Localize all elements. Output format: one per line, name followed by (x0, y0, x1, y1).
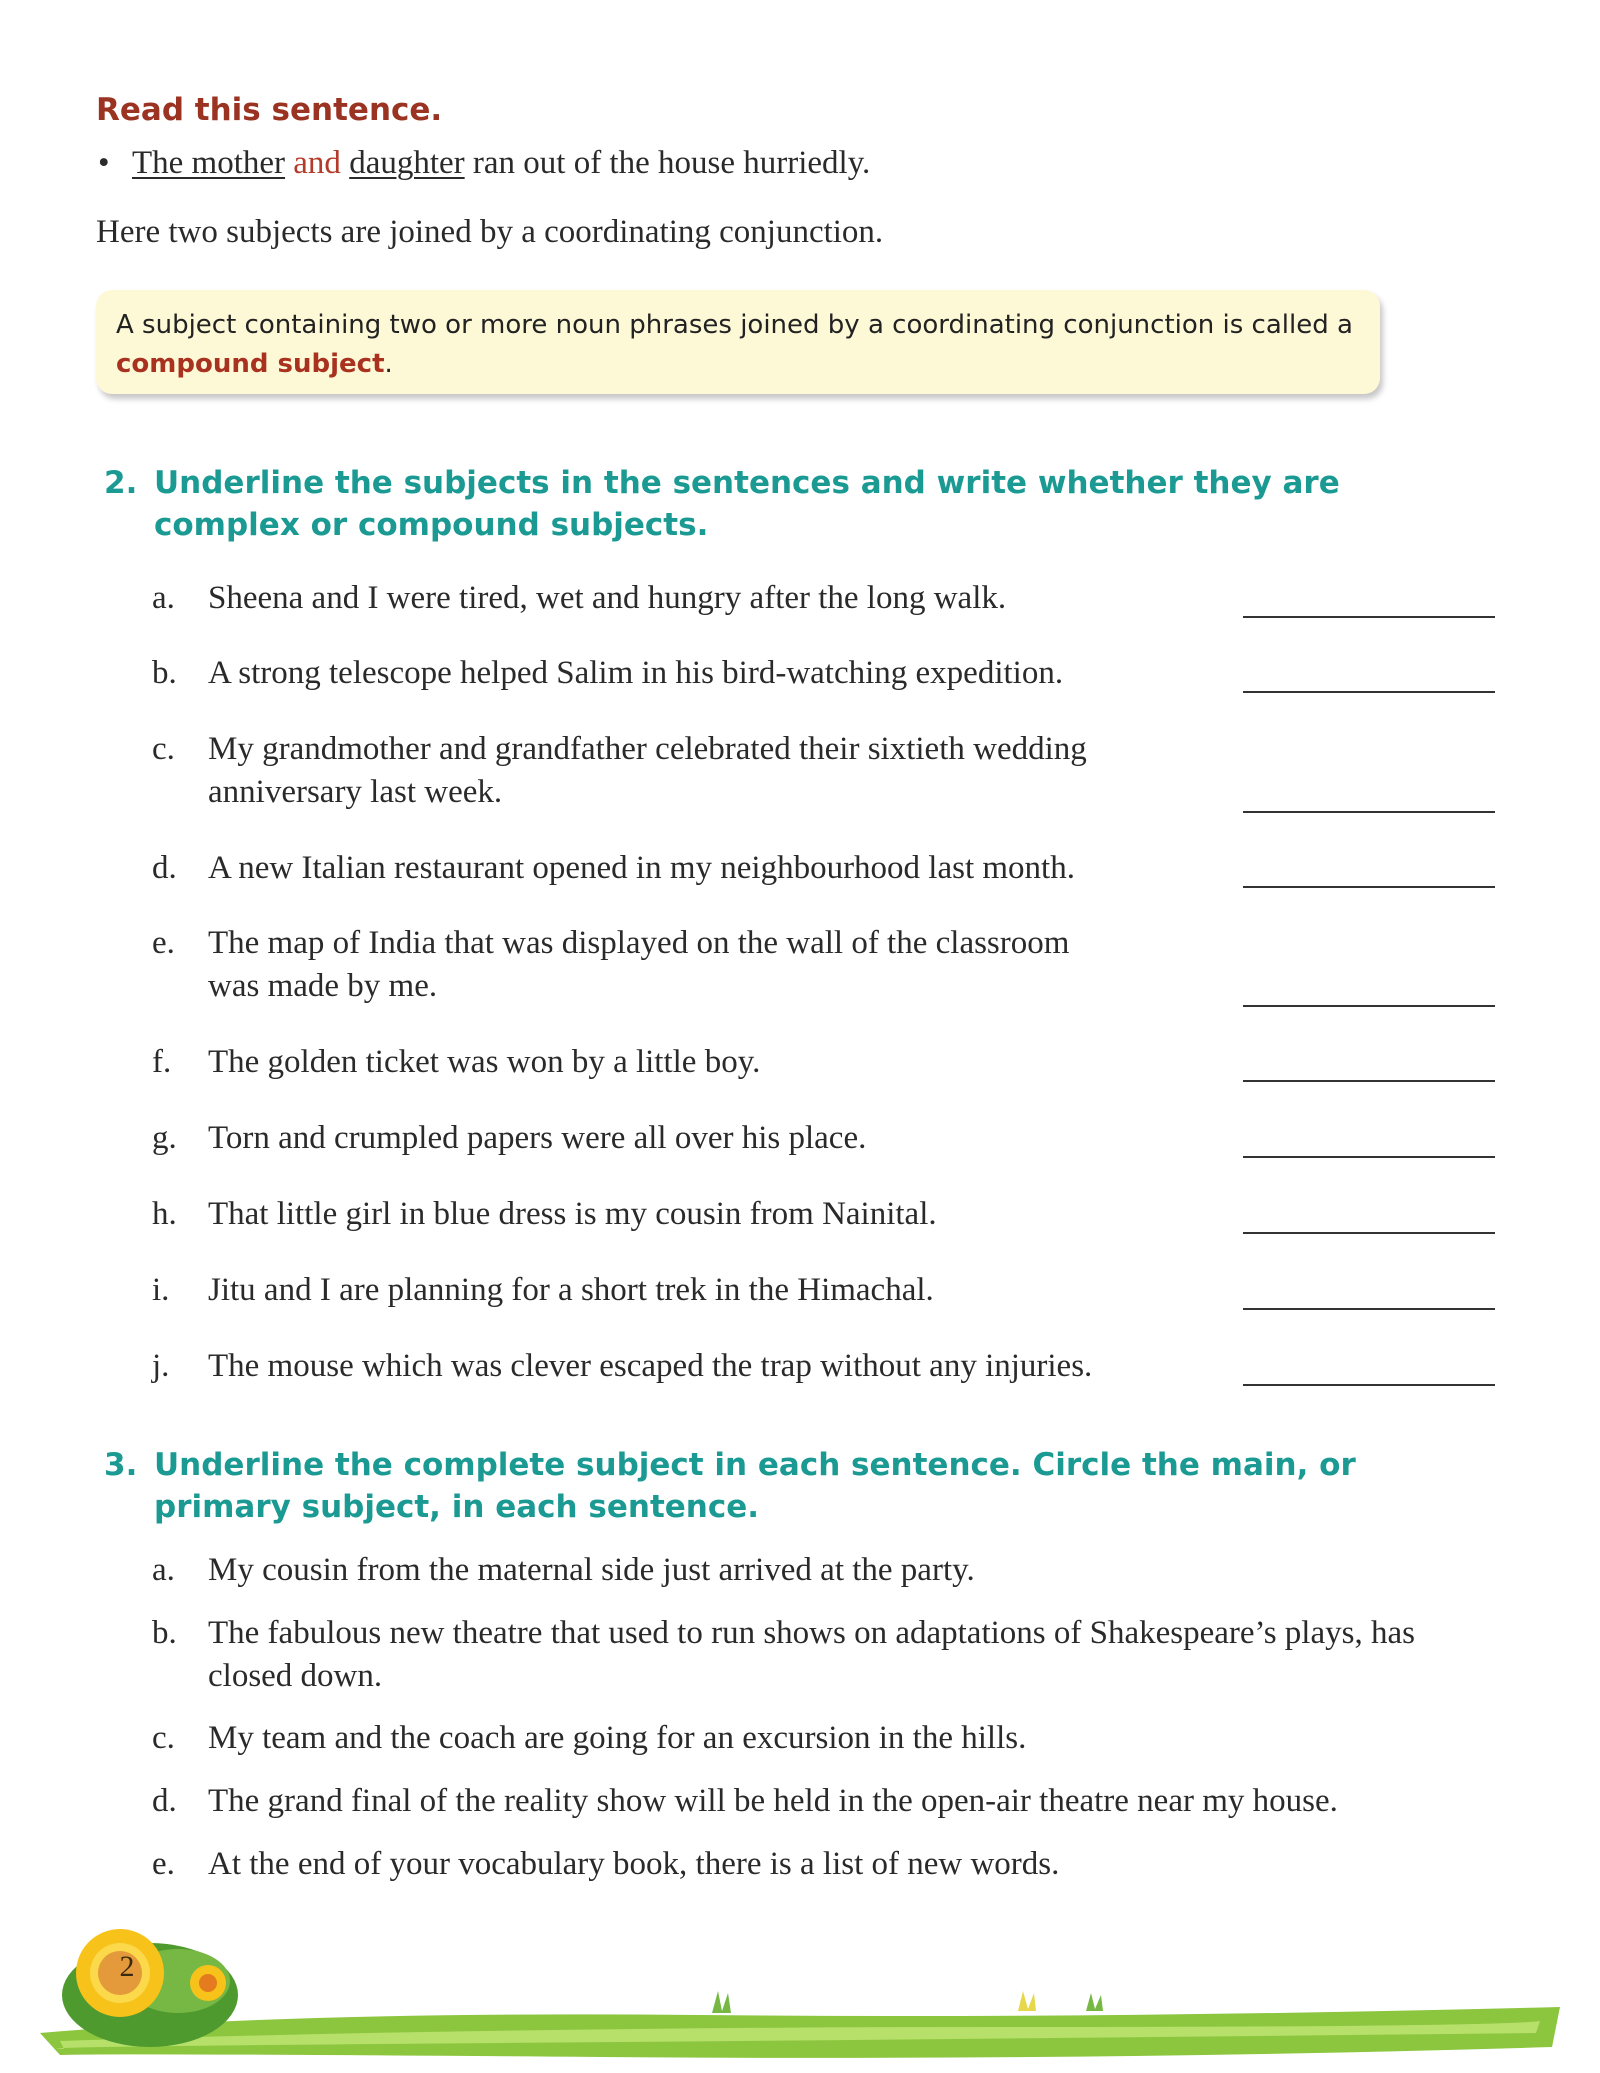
q2-item-j (152, 1345, 1502, 1388)
q2-item-e (152, 922, 1502, 1008)
item-text: Sheena and I were tired, wet and hungry after the long walk. (208, 580, 1007, 616)
item-letter: h. (152, 1196, 177, 1232)
item-text: My grandmother and grandfather celebrated their sixtieth wedding anniversary last week. (208, 731, 1087, 810)
item-text: The map of India that was displayed on the wall of the classroom was made by me. (208, 925, 1070, 1004)
definition-term: compound subject (116, 349, 385, 379)
q3-item-d (152, 1780, 1502, 1823)
item-letter: e. (152, 1846, 175, 1882)
item-text: That little girl in blue dress is my cousin from Nainital. (208, 1196, 937, 1232)
item-text: A new Italian restaurant opened in my neighbourhood last month. (208, 850, 1075, 886)
answer-blank-e[interactable] (1243, 1005, 1495, 1007)
grass-tuft (712, 1991, 731, 2013)
answer-blank-c[interactable] (1243, 811, 1495, 813)
answer-blank-j[interactable] (1243, 1384, 1495, 1386)
item-letter: d. (152, 850, 177, 886)
item-letter: a. (152, 1552, 175, 1588)
answer-blank-h[interactable] (1243, 1232, 1495, 1234)
intro-heading: Read this sentence. (96, 92, 443, 128)
example-sentence (98, 145, 870, 182)
question-text: Underline the subjects in the sentences and write whether they are complex or compound subjects. (154, 465, 1340, 543)
q2-item-a (152, 577, 1502, 620)
q2-item-i (152, 1269, 1502, 1312)
small-flower-icon (190, 1965, 226, 2001)
item-letter: c. (152, 731, 175, 767)
grass-tuft (1086, 1993, 1103, 2011)
q2-item-c (152, 728, 1502, 814)
definition-box (96, 290, 1380, 394)
item-text: The mouse which was clever escaped the trap without any injuries. (208, 1348, 1093, 1384)
predicate: ran out of the house hurriedly. (472, 145, 871, 181)
subject-part-1: The mother (132, 145, 286, 181)
q2-item-g (152, 1117, 1502, 1160)
definition-end: . (384, 349, 393, 379)
item-letter: a. (152, 580, 175, 616)
item-text: The fabulous new theatre that used to run shows on adaptations of Shakespeare’s plays, has closed down. (208, 1615, 1415, 1694)
item-text: Torn and crumpled papers were all over his place. (208, 1120, 867, 1156)
item-letter: j. (152, 1348, 170, 1384)
answer-blank-g[interactable] (1243, 1156, 1495, 1158)
q2-item-f (152, 1041, 1502, 1084)
item-letter: f. (152, 1044, 172, 1080)
bullet-point: • (98, 145, 110, 181)
item-text: My cousin from the maternal side just arrived at the party. (208, 1552, 975, 1588)
item-letter: e. (152, 925, 175, 961)
question-2-heading (104, 462, 1464, 546)
page-number: 2 (119, 1950, 135, 1983)
q2-item-d (152, 847, 1502, 890)
subject-part-2: daughter (349, 145, 465, 181)
answer-blank-i[interactable] (1243, 1308, 1495, 1310)
item-letter: c. (152, 1720, 175, 1756)
item-text: A strong telescope helped Salim in his bird-watching expedition. (208, 655, 1064, 691)
answer-blank-d[interactable] (1243, 886, 1495, 888)
question-number: 2. (104, 465, 138, 501)
answer-blank-b[interactable] (1243, 691, 1495, 693)
answer-blank-f[interactable] (1243, 1080, 1495, 1082)
item-letter: i. (152, 1272, 170, 1308)
item-text: At the end of your vocabulary book, there is a list of new words. (208, 1846, 1060, 1882)
definition-text: A subject containing two or more noun phrases joined by a coordinating conjunction is called a (116, 310, 1353, 340)
question-text: Underline the complete subject in each sentence. Circle the main, or primary subject, in each sentence. (154, 1447, 1356, 1525)
q2-item-h (152, 1193, 1502, 1236)
item-text: Jitu and I are planning for a short trek in the Himachal. (208, 1272, 934, 1308)
q3-item-c (152, 1717, 1502, 1760)
item-letter: b. (152, 655, 177, 691)
item-text: The golden ticket was won by a little boy. (208, 1044, 761, 1080)
q3-item-a (152, 1549, 1502, 1592)
intro-note: Here two subjects are joined by a coordinating conjunction. (96, 214, 884, 250)
item-letter: b. (152, 1615, 177, 1651)
item-letter: d. (152, 1783, 177, 1819)
q3-item-e (152, 1843, 1502, 1886)
question-number: 3. (104, 1447, 138, 1483)
item-letter: g. (152, 1120, 177, 1156)
conjunction: and (293, 145, 341, 181)
answer-blank-a[interactable] (1243, 616, 1495, 618)
question-3-heading (104, 1444, 1464, 1528)
item-text: The grand final of the reality show will be held in the open-air theatre near my house. (208, 1783, 1338, 1819)
grass-tuft (1018, 1991, 1036, 2011)
q2-item-b (152, 652, 1502, 695)
grass-footer (0, 1915, 1600, 2073)
q3-item-b (152, 1612, 1502, 1698)
item-text: My team and the coach are going for an excursion in the hills. (208, 1720, 1027, 1756)
